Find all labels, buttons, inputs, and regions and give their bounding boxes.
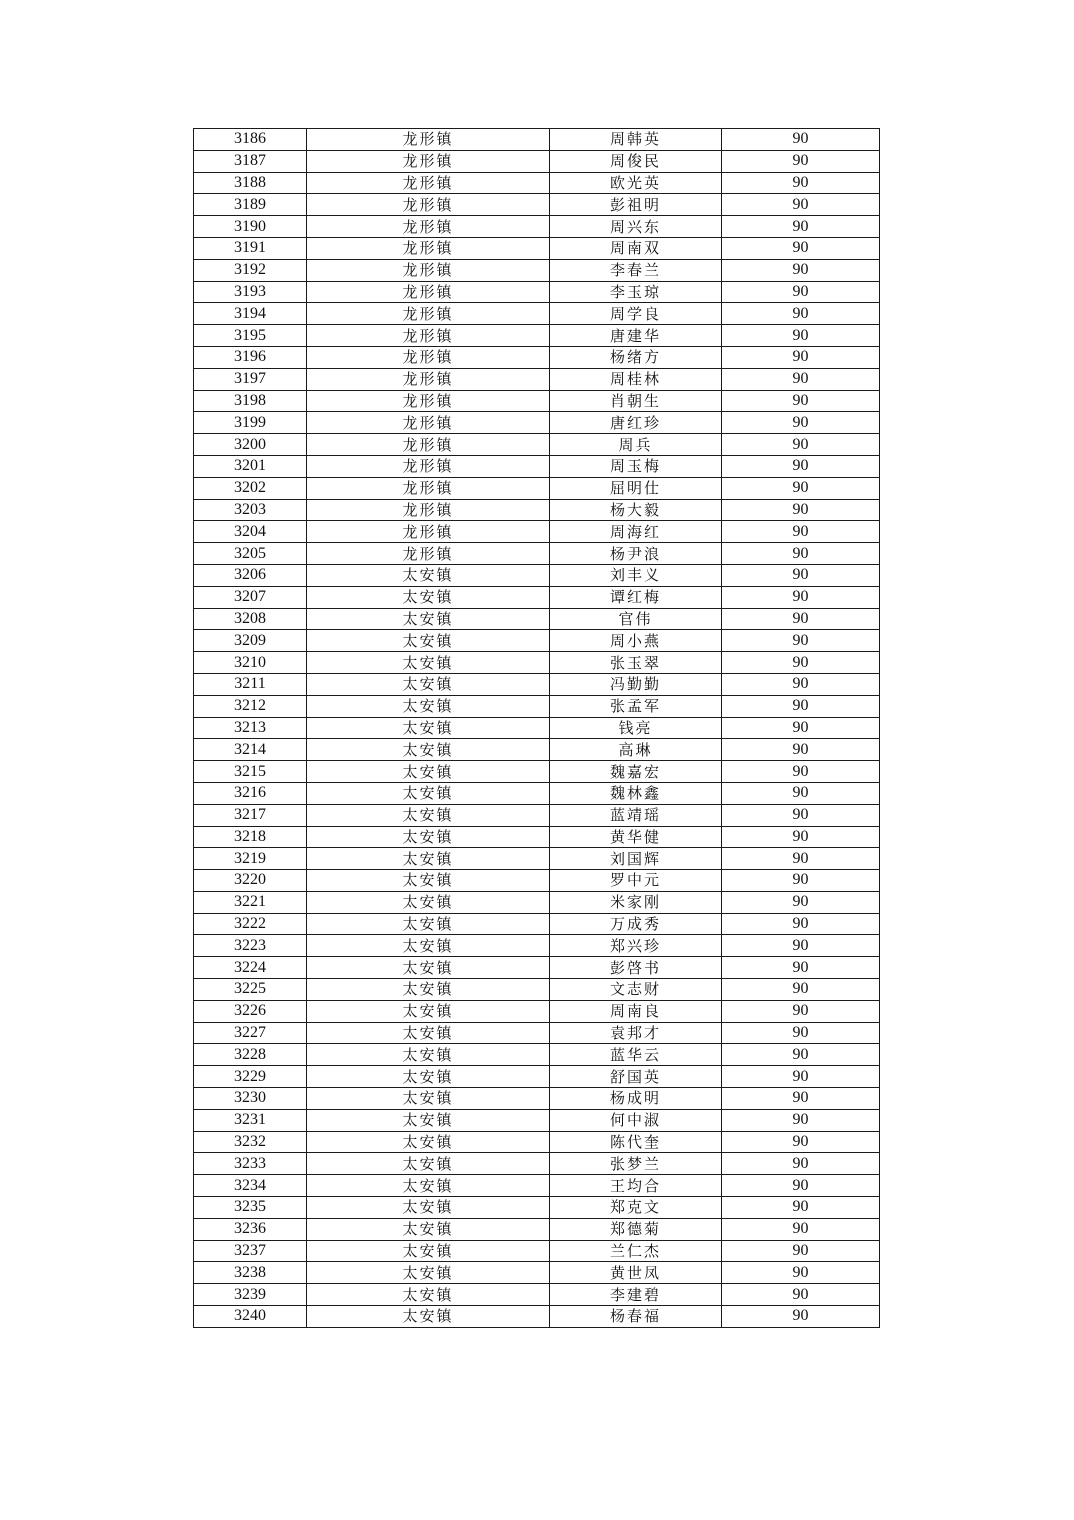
name-cell: 张玉翠 (550, 652, 722, 674)
town-cell: 龙形镇 (307, 455, 550, 477)
name-cell: 黄世凤 (550, 1262, 722, 1284)
value-cell: 90 (722, 1175, 880, 1197)
town-cell: 太安镇 (307, 652, 550, 674)
town-cell: 龙形镇 (307, 368, 550, 390)
town-cell: 龙形镇 (307, 390, 550, 412)
name-cell: 杨成明 (550, 1088, 722, 1110)
town-cell: 太安镇 (307, 1284, 550, 1306)
town-cell: 太安镇 (307, 848, 550, 870)
table-row (194, 346, 880, 368)
row-number-cell: 3187 (194, 150, 307, 172)
table-row (194, 761, 880, 783)
town-cell: 太安镇 (307, 1109, 550, 1131)
value-cell: 90 (722, 630, 880, 652)
table-row (194, 870, 880, 892)
town-cell: 太安镇 (307, 913, 550, 935)
name-cell: 兰仁杰 (550, 1240, 722, 1262)
row-number-cell: 3199 (194, 412, 307, 434)
town-cell: 太安镇 (307, 1197, 550, 1219)
table-row (194, 1066, 880, 1088)
value-cell: 90 (722, 870, 880, 892)
table-row (194, 717, 880, 739)
table-row (194, 1044, 880, 1066)
town-cell: 太安镇 (307, 630, 550, 652)
value-cell: 90 (722, 325, 880, 347)
table-row (194, 1306, 880, 1328)
table-row (194, 1175, 880, 1197)
name-cell: 高琳 (550, 739, 722, 761)
roster-table (193, 128, 880, 1328)
table-row (194, 368, 880, 390)
name-cell: 罗中元 (550, 870, 722, 892)
table-row (194, 1284, 880, 1306)
value-cell: 90 (722, 129, 880, 151)
table-row (194, 216, 880, 238)
row-number-cell: 3189 (194, 194, 307, 216)
row-number-cell: 3239 (194, 1284, 307, 1306)
town-cell: 龙形镇 (307, 259, 550, 281)
table-row (194, 1000, 880, 1022)
value-cell: 90 (722, 957, 880, 979)
value-cell: 90 (722, 1218, 880, 1240)
value-cell: 90 (722, 477, 880, 499)
table-row (194, 1262, 880, 1284)
table-row (194, 237, 880, 259)
name-cell: 周南良 (550, 1000, 722, 1022)
row-number-cell: 3207 (194, 586, 307, 608)
name-cell: 彭啓书 (550, 957, 722, 979)
name-cell: 郑德菊 (550, 1218, 722, 1240)
table-row (194, 652, 880, 674)
table-row (194, 259, 880, 281)
row-number-cell: 3196 (194, 346, 307, 368)
row-number-cell: 3186 (194, 129, 307, 151)
name-cell: 李建碧 (550, 1284, 722, 1306)
value-cell: 90 (722, 434, 880, 456)
town-cell: 太安镇 (307, 1218, 550, 1240)
row-number-cell: 3220 (194, 870, 307, 892)
town-cell: 太安镇 (307, 717, 550, 739)
table-row (194, 499, 880, 521)
name-cell: 冯勤勤 (550, 673, 722, 695)
table-row (194, 434, 880, 456)
table-row (194, 477, 880, 499)
town-cell: 太安镇 (307, 1240, 550, 1262)
row-number-cell: 3197 (194, 368, 307, 390)
name-cell: 郑兴珍 (550, 935, 722, 957)
name-cell: 李春兰 (550, 259, 722, 281)
name-cell: 蓝靖瑶 (550, 804, 722, 826)
table-row (194, 194, 880, 216)
value-cell: 90 (722, 1153, 880, 1175)
value-cell: 90 (722, 564, 880, 586)
town-cell: 太安镇 (307, 564, 550, 586)
row-number-cell: 3217 (194, 804, 307, 826)
value-cell: 90 (722, 891, 880, 913)
row-number-cell: 3211 (194, 673, 307, 695)
name-cell: 王均合 (550, 1175, 722, 1197)
value-cell: 90 (722, 782, 880, 804)
value-cell: 90 (722, 761, 880, 783)
value-cell: 90 (722, 1109, 880, 1131)
name-cell: 周玉梅 (550, 455, 722, 477)
table-row (194, 1197, 880, 1219)
name-cell: 李玉琼 (550, 281, 722, 303)
name-cell: 周小燕 (550, 630, 722, 652)
row-number-cell: 3191 (194, 237, 307, 259)
town-cell: 龙形镇 (307, 303, 550, 325)
value-cell: 90 (722, 412, 880, 434)
row-number-cell: 3192 (194, 259, 307, 281)
table-row (194, 630, 880, 652)
town-cell: 太安镇 (307, 826, 550, 848)
table-row (194, 782, 880, 804)
town-cell: 太安镇 (307, 870, 550, 892)
row-number-cell: 3194 (194, 303, 307, 325)
row-number-cell: 3230 (194, 1088, 307, 1110)
row-number-cell: 3221 (194, 891, 307, 913)
value-cell: 90 (722, 1284, 880, 1306)
table-row (194, 935, 880, 957)
value-cell: 90 (722, 717, 880, 739)
table-row (194, 1240, 880, 1262)
row-number-cell: 3214 (194, 739, 307, 761)
value-cell: 90 (722, 1066, 880, 1088)
row-number-cell: 3236 (194, 1218, 307, 1240)
value-cell: 90 (722, 652, 880, 674)
town-cell: 太安镇 (307, 739, 550, 761)
value-cell: 90 (722, 1262, 880, 1284)
town-cell: 太安镇 (307, 586, 550, 608)
value-cell: 90 (722, 303, 880, 325)
town-cell: 太安镇 (307, 1175, 550, 1197)
value-cell: 90 (722, 543, 880, 565)
name-cell: 舒国英 (550, 1066, 722, 1088)
town-cell: 龙形镇 (307, 434, 550, 456)
town-cell: 太安镇 (307, 761, 550, 783)
table-row (194, 150, 880, 172)
table-row (194, 412, 880, 434)
name-cell: 万成秀 (550, 913, 722, 935)
value-cell: 90 (722, 739, 880, 761)
value-cell: 90 (722, 499, 880, 521)
row-number-cell: 3201 (194, 455, 307, 477)
value-cell: 90 (722, 216, 880, 238)
town-cell: 太安镇 (307, 1066, 550, 1088)
roster-table-body (194, 129, 880, 1328)
name-cell: 唐建华 (550, 325, 722, 347)
table-row (194, 608, 880, 630)
name-cell: 刘丰义 (550, 564, 722, 586)
table-row (194, 739, 880, 761)
value-cell: 90 (722, 1197, 880, 1219)
table-row (194, 1022, 880, 1044)
town-cell: 龙形镇 (307, 499, 550, 521)
row-number-cell: 3225 (194, 979, 307, 1001)
row-number-cell: 3222 (194, 913, 307, 935)
value-cell: 90 (722, 848, 880, 870)
town-cell: 龙形镇 (307, 129, 550, 151)
table-row (194, 979, 880, 1001)
name-cell: 魏嘉宏 (550, 761, 722, 783)
value-cell: 90 (722, 935, 880, 957)
town-cell: 太安镇 (307, 935, 550, 957)
name-cell: 周兴东 (550, 216, 722, 238)
value-cell: 90 (722, 281, 880, 303)
town-cell: 龙形镇 (307, 237, 550, 259)
value-cell: 90 (722, 979, 880, 1001)
row-number-cell: 3212 (194, 695, 307, 717)
name-cell: 杨尹浪 (550, 543, 722, 565)
value-cell: 90 (722, 608, 880, 630)
name-cell: 蓝华云 (550, 1044, 722, 1066)
row-number-cell: 3215 (194, 761, 307, 783)
name-cell: 郑克文 (550, 1197, 722, 1219)
name-cell: 唐红珍 (550, 412, 722, 434)
name-cell: 周南双 (550, 237, 722, 259)
table-row (194, 913, 880, 935)
row-number-cell: 3218 (194, 826, 307, 848)
town-cell: 太安镇 (307, 804, 550, 826)
name-cell: 周海红 (550, 521, 722, 543)
town-cell: 龙形镇 (307, 325, 550, 347)
row-number-cell: 3227 (194, 1022, 307, 1044)
row-number-cell: 3233 (194, 1153, 307, 1175)
name-cell: 杨绪方 (550, 346, 722, 368)
name-cell: 魏林鑫 (550, 782, 722, 804)
name-cell: 周学良 (550, 303, 722, 325)
row-number-cell: 3216 (194, 782, 307, 804)
town-cell: 太安镇 (307, 782, 550, 804)
name-cell: 欧光英 (550, 172, 722, 194)
table-row (194, 1218, 880, 1240)
row-number-cell: 3204 (194, 521, 307, 543)
table-row (194, 957, 880, 979)
town-cell: 太安镇 (307, 695, 550, 717)
town-cell: 龙形镇 (307, 412, 550, 434)
row-number-cell: 3237 (194, 1240, 307, 1262)
name-cell: 张孟军 (550, 695, 722, 717)
name-cell: 周韩英 (550, 129, 722, 151)
row-number-cell: 3213 (194, 717, 307, 739)
town-cell: 龙形镇 (307, 346, 550, 368)
value-cell: 90 (722, 194, 880, 216)
name-cell: 周俊民 (550, 150, 722, 172)
row-number-cell: 3209 (194, 630, 307, 652)
name-cell: 袁邦才 (550, 1022, 722, 1044)
row-number-cell: 3219 (194, 848, 307, 870)
name-cell: 黄华健 (550, 826, 722, 848)
town-cell: 龙形镇 (307, 543, 550, 565)
town-cell: 太安镇 (307, 1044, 550, 1066)
value-cell: 90 (722, 1131, 880, 1153)
row-number-cell: 3208 (194, 608, 307, 630)
row-number-cell: 3190 (194, 216, 307, 238)
value-cell: 90 (722, 695, 880, 717)
value-cell: 90 (722, 455, 880, 477)
value-cell: 90 (722, 1022, 880, 1044)
name-cell: 杨大毅 (550, 499, 722, 521)
value-cell: 90 (722, 1306, 880, 1328)
value-cell: 90 (722, 172, 880, 194)
value-cell: 90 (722, 150, 880, 172)
table-row (194, 129, 880, 151)
row-number-cell: 3234 (194, 1175, 307, 1197)
row-number-cell: 3195 (194, 325, 307, 347)
name-cell: 张梦兰 (550, 1153, 722, 1175)
name-cell: 刘国辉 (550, 848, 722, 870)
table-row (194, 586, 880, 608)
town-cell: 太安镇 (307, 979, 550, 1001)
row-number-cell: 3226 (194, 1000, 307, 1022)
town-cell: 太安镇 (307, 1153, 550, 1175)
table-row (194, 826, 880, 848)
row-number-cell: 3240 (194, 1306, 307, 1328)
value-cell: 90 (722, 1240, 880, 1262)
row-number-cell: 3223 (194, 935, 307, 957)
value-cell: 90 (722, 1044, 880, 1066)
row-number-cell: 3231 (194, 1109, 307, 1131)
value-cell: 90 (722, 586, 880, 608)
town-cell: 太安镇 (307, 673, 550, 695)
name-cell: 肖朝生 (550, 390, 722, 412)
name-cell: 谭红梅 (550, 586, 722, 608)
value-cell: 90 (722, 913, 880, 935)
town-cell: 太安镇 (307, 891, 550, 913)
table-row (194, 673, 880, 695)
table-row (194, 303, 880, 325)
value-cell: 90 (722, 390, 880, 412)
town-cell: 太安镇 (307, 1022, 550, 1044)
table-row (194, 695, 880, 717)
name-cell: 周桂林 (550, 368, 722, 390)
table-row (194, 1109, 880, 1131)
row-number-cell: 3205 (194, 543, 307, 565)
value-cell: 90 (722, 368, 880, 390)
table-row (194, 455, 880, 477)
table-row (194, 564, 880, 586)
table-row (194, 1131, 880, 1153)
row-number-cell: 3224 (194, 957, 307, 979)
value-cell: 90 (722, 804, 880, 826)
name-cell: 文志财 (550, 979, 722, 1001)
table-row (194, 325, 880, 347)
town-cell: 龙形镇 (307, 172, 550, 194)
table-row (194, 172, 880, 194)
value-cell: 90 (722, 673, 880, 695)
town-cell: 龙形镇 (307, 477, 550, 499)
name-cell: 周兵 (550, 434, 722, 456)
value-cell: 90 (722, 346, 880, 368)
row-number-cell: 3198 (194, 390, 307, 412)
town-cell: 太安镇 (307, 1306, 550, 1328)
name-cell: 官伟 (550, 608, 722, 630)
row-number-cell: 3229 (194, 1066, 307, 1088)
value-cell: 90 (722, 521, 880, 543)
value-cell: 90 (722, 1088, 880, 1110)
table-row (194, 543, 880, 565)
row-number-cell: 3228 (194, 1044, 307, 1066)
name-cell: 米家刚 (550, 891, 722, 913)
name-cell: 陈代奎 (550, 1131, 722, 1153)
row-number-cell: 3232 (194, 1131, 307, 1153)
value-cell: 90 (722, 826, 880, 848)
row-number-cell: 3202 (194, 477, 307, 499)
name-cell: 杨春福 (550, 1306, 722, 1328)
town-cell: 太安镇 (307, 1000, 550, 1022)
name-cell: 屈明仕 (550, 477, 722, 499)
table-row (194, 390, 880, 412)
town-cell: 龙形镇 (307, 194, 550, 216)
town-cell: 龙形镇 (307, 216, 550, 238)
town-cell: 太安镇 (307, 957, 550, 979)
row-number-cell: 3235 (194, 1197, 307, 1219)
town-cell: 太安镇 (307, 608, 550, 630)
town-cell: 太安镇 (307, 1262, 550, 1284)
name-cell: 钱亮 (550, 717, 722, 739)
name-cell: 彭祖明 (550, 194, 722, 216)
town-cell: 太安镇 (307, 1131, 550, 1153)
table-row (194, 891, 880, 913)
table-row (194, 1153, 880, 1175)
town-cell: 龙形镇 (307, 150, 550, 172)
row-number-cell: 3203 (194, 499, 307, 521)
name-cell: 何中淑 (550, 1109, 722, 1131)
table-row (194, 521, 880, 543)
row-number-cell: 3188 (194, 172, 307, 194)
town-cell: 龙形镇 (307, 281, 550, 303)
row-number-cell: 3200 (194, 434, 307, 456)
town-cell: 龙形镇 (307, 521, 550, 543)
row-number-cell: 3238 (194, 1262, 307, 1284)
value-cell: 90 (722, 1000, 880, 1022)
row-number-cell: 3210 (194, 652, 307, 674)
value-cell: 90 (722, 259, 880, 281)
row-number-cell: 3193 (194, 281, 307, 303)
town-cell: 太安镇 (307, 1088, 550, 1110)
table-row (194, 281, 880, 303)
value-cell: 90 (722, 237, 880, 259)
table-row (194, 804, 880, 826)
table-row (194, 1088, 880, 1110)
row-number-cell: 3206 (194, 564, 307, 586)
table-row (194, 848, 880, 870)
